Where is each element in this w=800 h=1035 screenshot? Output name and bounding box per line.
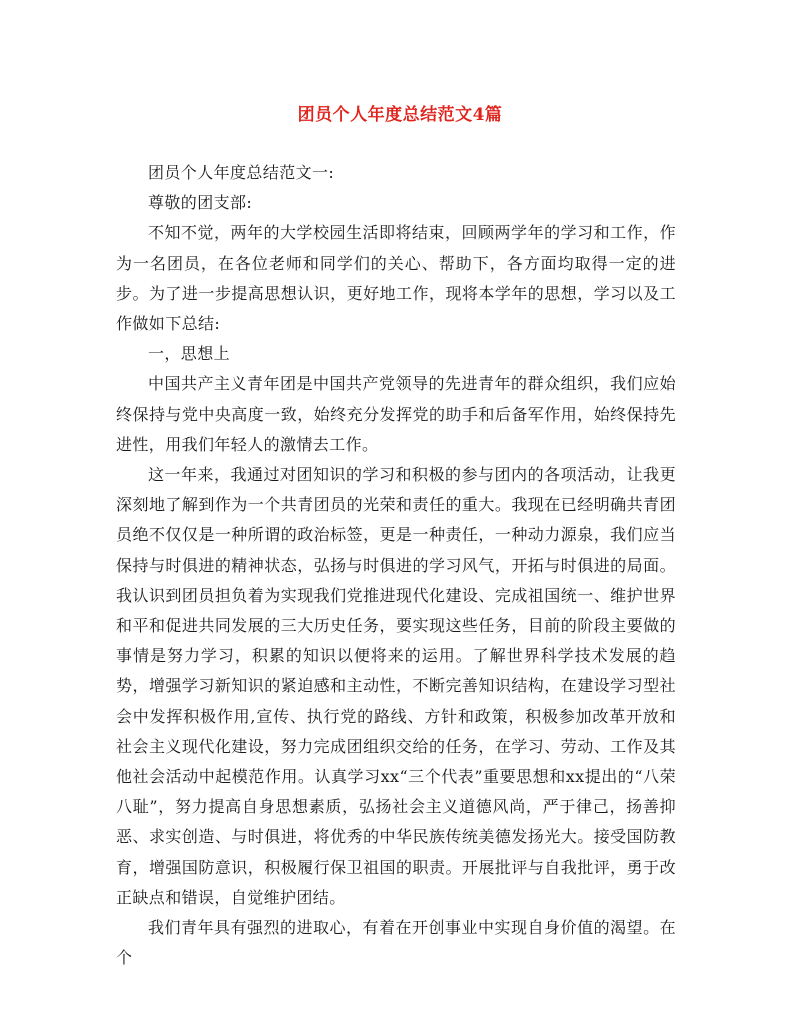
paragraph-heading: 团员个人年度总结范文一:	[148, 163, 335, 182]
document-title: 团员个人年度总结范文4篇	[297, 105, 503, 125]
paragraph: 中国共产主义青年团是中国共产党领导的先进青年的群众组织，我们应始终保持与党中央高度一致，始终充分发挥党的助手和后备军作用，始终保持先进性，用我们年轻人的激情去工作。	[116, 374, 676, 454]
paragraph-intro: 不知不觉，两年的大学校园生活即将结束，回顾两学年的学习和工作，作为一名团员，在各位老师和同学们的关心、帮助下，各方面均取得一定的进步。为了进一步提高思想认识，更好地工作，现将本学年的思想，学习以及工作做如下总结:	[116, 223, 676, 334]
paragraph-section-heading: 一，思想上	[148, 344, 231, 364]
paragraph: 我们青年具有强烈的进取心，有着在开创事业中实现自身价值的渴望。在个	[116, 918, 676, 968]
document-body	[116, 158, 676, 973]
paragraph: 这一年来，我通过对团知识的学习和积极的参与团内的各项活动，让我更深刻地了解到作为一个共青团员的光荣和责任的重大。我现在已经明确共青团员绝不仅仅是一种所谓的政治标签，更是一种责任，一种动力源泉，我们应当保持与时俱进的精神状态，弘扬与时俱进的学习风气，开拓与时俱进的局面。我认识到团员担负着为实现我们党推进现代化建设、完成祖国统一、维护世界和平和促进共同发展的三大历史任务，要实现这些任务，目前的阶段主要做的事情是努力学习，积累的知识以便将来的运用。了解世界科学技术发展的趋势，增强学习新知识的紧迫感和主动性，不断完善知识结构，在建设学习型社会中发挥积极作用,宣传、执行党的路线、方针和政策，积极参加改革开放和社会主义现代化建设，努力完成团组织交给的任务，在学习、劳动、工作及其他社会活动中起模范作用。认真学习xx“三个代表”重要思想和xx提出的“八荣八耻”，努力提高自身思想素质，弘扬社会主义道德风尚，严于律己，扬善抑恶、求实创造、与时俱进，将优秀的中华民族传统美德发扬光大。接受国防教育，增强国防意识，积极履行保卫祖国的职责。开展批评与自我批评，勇于改正缺点和错误，自觉维护团结。	[116, 465, 676, 907]
paragraph-salutation: 尊敬的团支部:	[148, 193, 253, 213]
